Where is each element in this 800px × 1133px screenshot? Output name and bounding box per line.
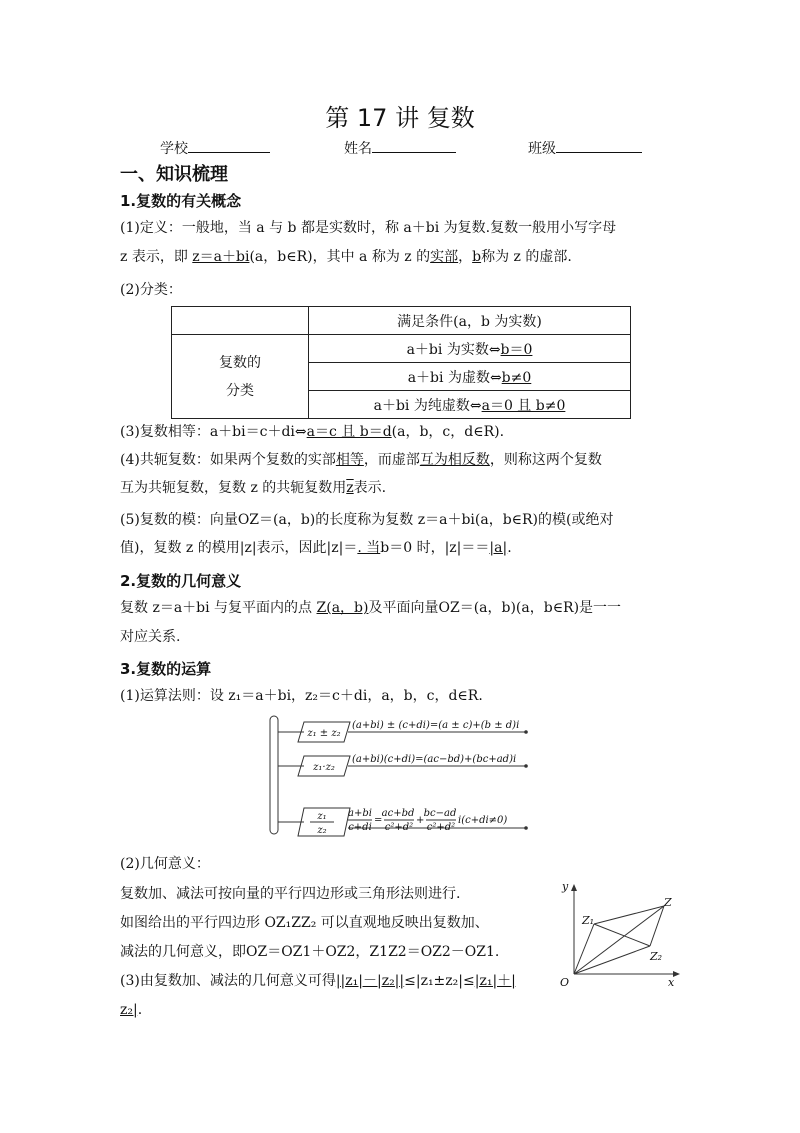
arrow-dot xyxy=(524,764,528,768)
text: . xyxy=(137,1002,143,1018)
text: ， xyxy=(458,249,473,265)
class-label: 班级 xyxy=(528,141,556,157)
answer: b＝0 xyxy=(500,341,533,358)
answer: a＝0 且 b≠0 xyxy=(481,397,566,414)
text: ≤|z₁±z₂|≤ xyxy=(404,973,475,989)
answer-imag-part: b xyxy=(472,249,482,265)
operations-rule: (1)运算法则：设 z₁＝a＋bi，z₂＝c＋di，a，b，c，d∈R. xyxy=(120,688,483,704)
arrow-dot xyxy=(524,826,528,830)
formula-right: (a+bi) ± (c+di)=(a ± c)+(b ± d)i xyxy=(352,720,520,731)
side xyxy=(594,906,664,924)
text: a＋bi 为实数⇔ xyxy=(406,341,501,358)
fraction-den: c²+d² xyxy=(426,822,456,833)
formula-tail: i(c+di≠0) xyxy=(458,815,508,826)
table-corner xyxy=(172,307,309,335)
classify-label: (2)分类： xyxy=(120,282,182,298)
bracket-bar xyxy=(270,716,278,834)
school-field xyxy=(160,138,270,158)
text: ＝ xyxy=(475,540,490,556)
text: z 表示，即 xyxy=(120,249,193,265)
text: b＝0 时，|z|＝ xyxy=(380,540,476,556)
side xyxy=(650,906,664,946)
answer: a＝c 且 b＝d xyxy=(306,424,392,440)
answer: ||z₁|－|z₂|| xyxy=(335,973,405,989)
text: a＋bi 为纯虚数⇔ xyxy=(373,397,482,414)
text: (3)复数相等：a＋bi＝c＋di⇔ xyxy=(120,424,307,440)
text: 及平面向量OZ＝(a，b)(a，b∈R)是一一 xyxy=(368,600,622,616)
answer-real-part: 实部 xyxy=(430,249,459,265)
fraction-num: a+bi xyxy=(348,808,372,819)
page-title: 第 17 讲 复数 xyxy=(325,104,475,132)
definition-line-1: (1)定义：一般地，当 a 与 b 都是实数时，称 a＋bi 为复数.复数一般用小写字母 xyxy=(120,220,617,236)
y-axis-arrow xyxy=(571,884,577,891)
text: ，而虚部 xyxy=(363,452,420,468)
geometry-line-1 xyxy=(120,594,680,623)
table-row xyxy=(309,391,631,419)
text: 值)，复数 z 的模用|z|表示，因此|z|＝ xyxy=(120,540,358,556)
fraction-num: z₁ xyxy=(317,811,327,822)
class-blank xyxy=(556,140,642,153)
answer: z xyxy=(346,480,354,496)
geometric-meaning-2: 如图给出的平行四边形 OZ₁ZZ₂ 可以直观地反映出复数加、 xyxy=(120,915,489,931)
answer-form: z＝a＋bi xyxy=(192,249,250,265)
school-label: 学校 xyxy=(160,141,188,157)
formula-left: z₁·z₂ xyxy=(313,762,335,773)
text: a＋bi 为虚数⇔ xyxy=(407,369,502,386)
heading-concepts: 1.复数的有关概念 xyxy=(120,192,242,210)
parallelogram-diagram xyxy=(556,880,686,988)
origin-label: O xyxy=(560,976,570,988)
conjugate-line-2 xyxy=(120,474,680,503)
text: (a，b，c，d∈R). xyxy=(391,424,505,440)
text: 复数 z＝a＋bi 与复平面内的点 xyxy=(120,600,317,616)
geometric-meaning-3: 减法的几何意义，即OZ＝OZ1＋OZ2，Z1Z2＝OZ2－OZ1. xyxy=(120,944,500,960)
z1-label: Z₁ xyxy=(582,914,595,927)
heading-operations: 3.复数的运算 xyxy=(120,660,212,678)
equality-line xyxy=(120,418,680,447)
fraction-num: bc−ad xyxy=(423,808,457,819)
name-label: 姓名 xyxy=(344,141,372,157)
table-row xyxy=(309,363,631,391)
fraction-den: c+di xyxy=(348,822,372,833)
school-blank xyxy=(188,140,270,153)
operations-diagram xyxy=(268,712,530,846)
modulus-line-2 xyxy=(120,534,680,563)
text: 称为 z 的虚部. xyxy=(481,249,572,265)
heading-geometry: 2.复数的几何意义 xyxy=(120,572,242,590)
answer: 相等 xyxy=(335,452,364,468)
inequality-line-2 xyxy=(120,996,680,1025)
text: (4)共轭复数：如果两个复数的实部 xyxy=(120,452,336,468)
vector-oz2 xyxy=(574,946,650,974)
table-header: 满足条件(a，b 为实数) xyxy=(309,307,631,335)
definition-line-2 xyxy=(120,243,680,272)
answer: |a| xyxy=(489,540,508,556)
fraction-den: z₂ xyxy=(317,825,327,836)
text: 复数的 xyxy=(219,354,261,371)
text: 表示. xyxy=(353,480,387,496)
z2-label: Z₂ xyxy=(650,950,663,963)
fraction-den: c²+d² xyxy=(384,822,414,833)
table-row xyxy=(309,335,631,363)
svg-text:+: + xyxy=(416,815,425,826)
geometric-meaning-label: (2)几何意义： xyxy=(120,856,210,872)
classification-table xyxy=(171,306,631,419)
text: (3)由复数加、减法的几何意义可得 xyxy=(120,973,336,989)
svg-text:=: = xyxy=(374,815,383,826)
answer: z₂| xyxy=(120,1002,138,1018)
name-blank xyxy=(372,140,456,153)
y-label: y xyxy=(562,880,569,893)
text: (a，b∈R)，其中 a 称为 z 的 xyxy=(249,249,431,265)
answer: 互为相反数 xyxy=(419,452,490,468)
text: . xyxy=(507,540,512,556)
text: 互为共轭复数，复数 z 的共轭复数用 xyxy=(120,480,347,496)
z-label: Z xyxy=(664,896,672,909)
answer: b≠0 xyxy=(501,369,532,386)
text: ，则称这两个复数 xyxy=(489,452,602,468)
name-field xyxy=(344,138,456,158)
answer: Z(a，b) xyxy=(316,600,369,616)
table-row-label xyxy=(172,335,309,419)
arrow-dot xyxy=(524,730,528,734)
formula-right: (a+bi)(c+di)=(ac−bd)+(bc+ad)i xyxy=(352,754,517,765)
text: 分类 xyxy=(226,382,254,399)
modulus-line-1: (5)复数的模：向量OZ＝(a，b)的长度称为复数 z＝a＋bi(a，b∈R)的模(或绝对 xyxy=(120,512,614,528)
geometric-meaning-1: 复数加、减法可按向量的平行四边形或三角形法则进行. xyxy=(120,886,461,902)
section-heading: 一、知识梳理 xyxy=(120,164,228,185)
x-label: x xyxy=(668,976,675,988)
geometry-line-2: 对应关系. xyxy=(120,629,181,645)
vector-z1z2 xyxy=(594,924,650,946)
answer: . 当 xyxy=(357,540,381,556)
answer: |z₁|＋| xyxy=(474,973,516,989)
conjugate-line-1 xyxy=(120,446,680,475)
class-field xyxy=(528,138,642,158)
formula-left: z₁ ± z₂ xyxy=(307,728,341,739)
fraction-num: ac+bd xyxy=(381,808,415,819)
